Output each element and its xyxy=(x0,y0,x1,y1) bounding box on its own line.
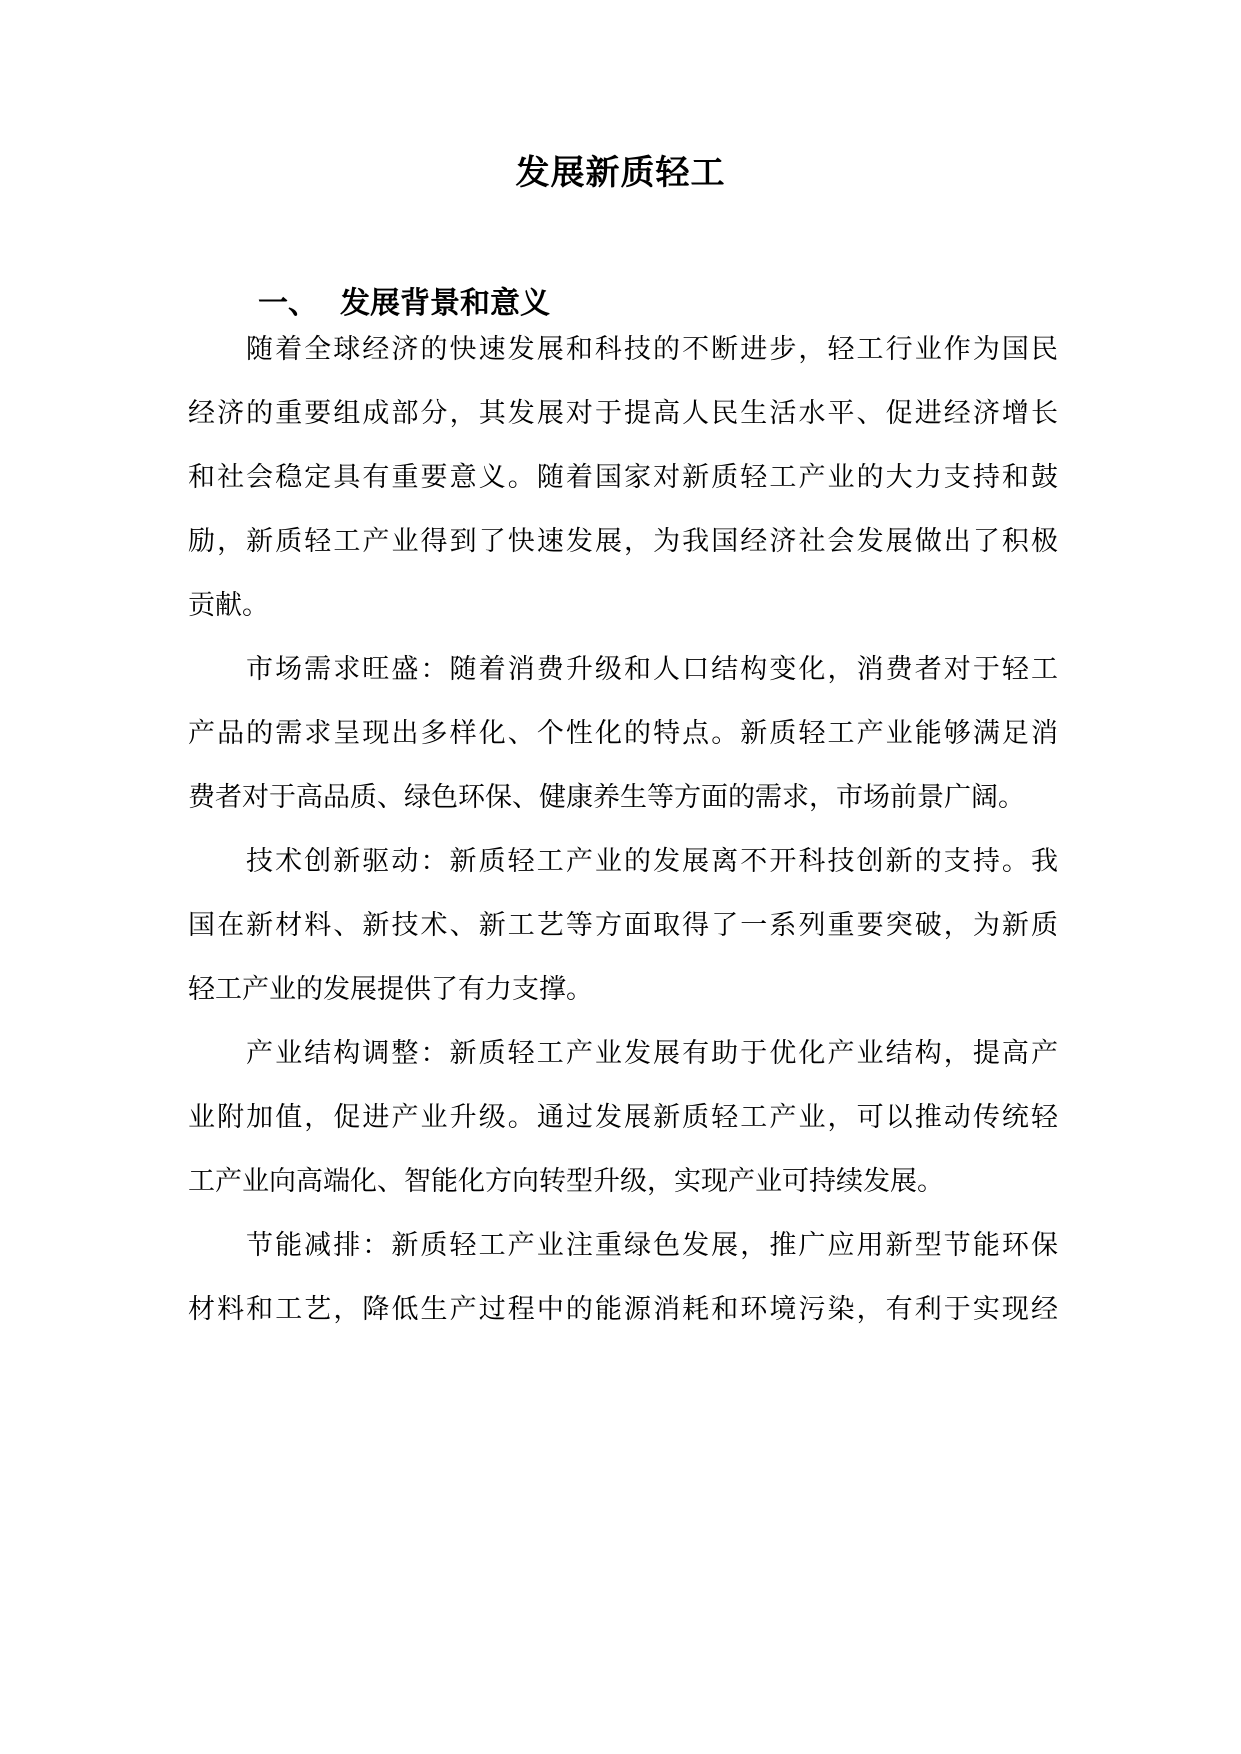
text-line: 轻工产业的发展提供了有力支撑。 xyxy=(188,974,593,1005)
text-line: 费者对于高品质、绿色环保、健康养生等方面的需求，市场前景广阔。 xyxy=(188,782,1025,813)
text-line: 经济的重要组成部分，其发展对于提高人民生活水平、促进经济增长 xyxy=(188,398,1058,429)
section-heading-text: 发展背景和意义 xyxy=(340,286,550,321)
text-line: 材料和工艺，降低生产过程中的能源消耗和环境污染，有利于实现经 xyxy=(188,1294,1058,1325)
text-line: 工产业向高端化、智能化方向转型升级，实现产业可持续发展。 xyxy=(188,1166,944,1197)
document-title: 发展新质轻工 xyxy=(515,153,726,193)
text-line: 励，新质轻工产业得到了快速发展，为我国经济社会发展做出了积极 xyxy=(188,526,1058,557)
text-line: 产品的需求呈现出多样化、个性化的特点。新质轻工产业能够满足消 xyxy=(188,718,1058,749)
text-line: 贡献。 xyxy=(188,590,269,621)
text-line: 和社会稳定具有重要意义。随着国家对新质轻工产业的大力支持和鼓 xyxy=(188,462,1058,493)
text-line: 产业结构调整：新质轻工产业发展有助于优化产业结构，提高产 xyxy=(246,1038,1058,1069)
section-number: 一、 xyxy=(258,286,318,321)
text-line: 技术创新驱动：新质轻工产业的发展离不开科技创新的支持。我 xyxy=(246,846,1058,877)
section-heading xyxy=(258,282,550,326)
text-line: 节能减排：新质轻工产业注重绿色发展，推广应用新型节能环保 xyxy=(246,1230,1058,1261)
text-line: 业附加值，促进产业升级。通过发展新质轻工产业，可以推动传统轻 xyxy=(188,1102,1058,1133)
text-line: 国在新材料、新技术、新工艺等方面取得了一系列重要突破，为新质 xyxy=(188,910,1058,941)
text-line: 市场需求旺盛：随着消费升级和人口结构变化，消费者对于轻工 xyxy=(246,654,1058,685)
text-line: 随着全球经济的快速发展和科技的不断进步，轻工行业作为国民 xyxy=(246,334,1058,365)
